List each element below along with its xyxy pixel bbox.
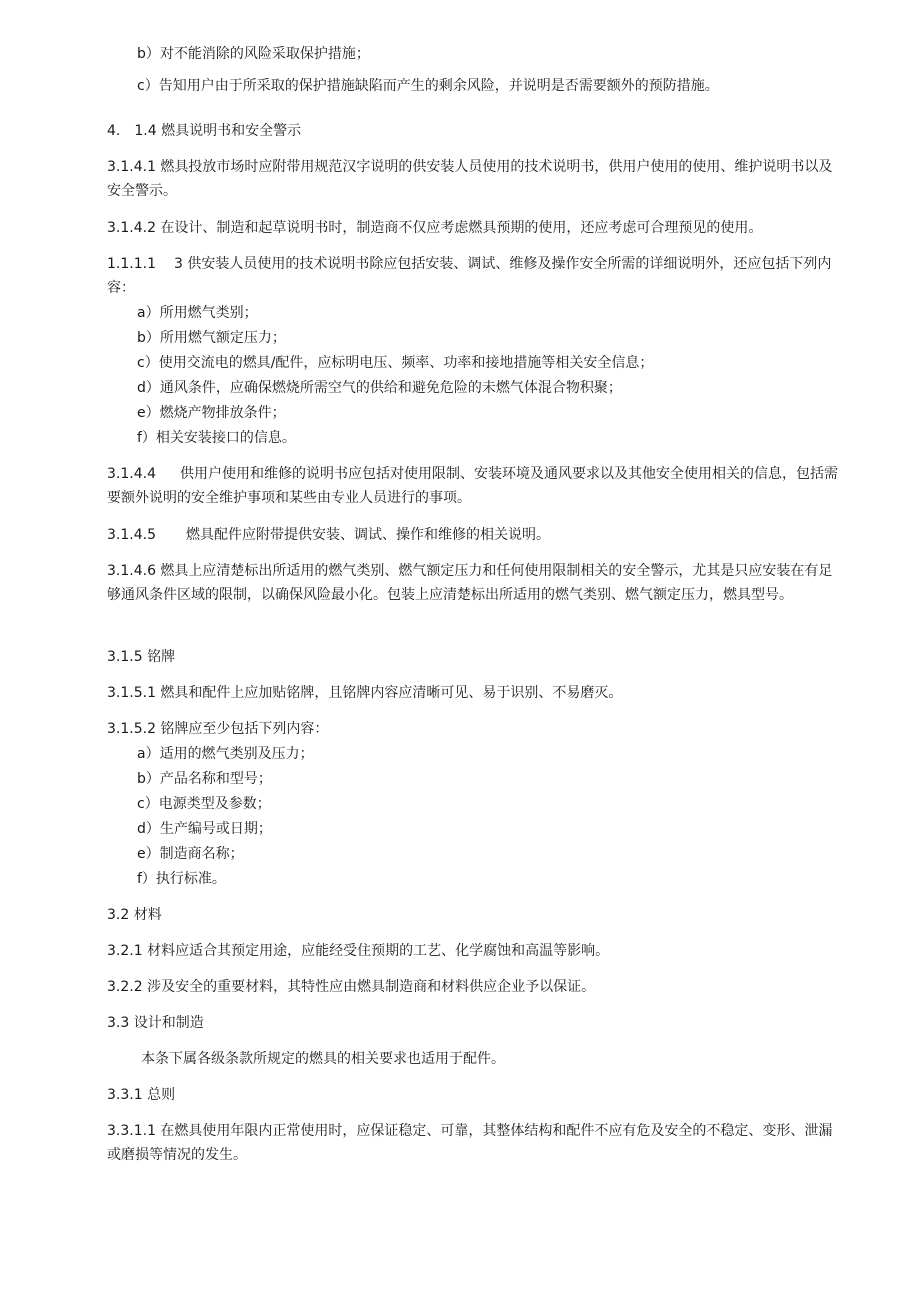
list-item: e）燃烧产物排放条件； [137, 405, 286, 421]
section-heading-3-3-1: 3.3.1 总则 [107, 1087, 176, 1103]
paragraph-1-1-1-1 [107, 252, 842, 300]
list-item: a）适用的燃气类别及压力； [137, 746, 314, 762]
list-item: f）相关安装接口的信息。 [137, 430, 296, 446]
paragraph-3-1-4-1: 3.1.4.1 燃具投放市场时应附带用规范汉字说明的供安装人员使用的技术说明书，供用户使用的使用、维护说明书以及安全警示。 [107, 159, 833, 199]
paragraph-3-1-5-1: 3.1.5.1 燃具和配件上应加贴铭牌，且铭牌内容应清晰可见、易于识别、不易磨灭。 [107, 685, 623, 701]
clause-number: 1.1.1.1 [107, 256, 156, 272]
paragraph-3-1-4-6: 3.1.4.6 燃具上应清楚标出所适用的燃气类别、燃气额定压力和任何使用限制相关的安全警示，尤其是只应安装在有足够通风条件区域的限制，以确保风险最小化。包装上应清楚标出所适用的燃气类别、燃气额定压力，燃具型号。 [107, 563, 833, 603]
section-heading [107, 119, 842, 143]
list-item: f）执行标准。 [137, 871, 226, 887]
clause-text: 燃具配件应附带提供安装、调试、操作和维修的相关说明。 [185, 527, 550, 543]
section-heading-3-2: 3.2 材料 [107, 907, 162, 923]
heading-text: 1.4 燃具说明书和安全警示 [134, 123, 302, 139]
heading-number: 4. [107, 123, 121, 139]
list-item: c）电源类型及参数； [137, 796, 271, 812]
paragraph-3-2-2: 3.2.2 涉及安全的重要材料，其特性应由燃具制造商和材料供应企业予以保证。 [107, 979, 596, 995]
list-item: e）制造商名称； [137, 846, 244, 862]
clause-text: 供用户使用和维修的说明书应包括对使用限制、安装环境及通风要求以及其他安全使用相关的信息，包括需要额外说明的安全维护事项和某些由专业人员进行的事项。 [107, 466, 838, 506]
list-item: d）通风条件，应确保燃烧所需空气的供给和避免危险的未燃气体混合物积聚； [137, 380, 622, 396]
list-item: c）使用交流电的燃具/配件，应标明电压、频率、功率和接地措施等相关安全信息； [137, 355, 654, 371]
paragraph-3-1-4-5 [107, 523, 842, 547]
section-heading-3-3: 3.3 设计和制造 [107, 1015, 204, 1031]
paragraph-3-1-5-2: 3.1.5.2 铭牌应至少包括下列内容： [107, 721, 329, 737]
list-item: b）对不能消除的风险采取保护措施； [137, 46, 370, 62]
list-item: d）生产编号或日期； [137, 821, 272, 837]
paragraph-3-3-1-1: 3.3.1.1 在燃具使用年限内正常使用时，应保证稳定、可靠，其整体结构和配件不应有危及安全的不稳定、变形、泄漏或磨损等情况的发生。 [107, 1123, 833, 1163]
clause-text: 3 供安装人员使用的技术说明书除应包括安装、调试、维修及操作安全所需的详细说明外，还应包括下列内容： [107, 256, 832, 296]
intro-paragraph: 本条下属各级条款所规定的燃具的相关要求也适用于配件。 [141, 1051, 505, 1067]
list-item: b）产品名称和型号； [137, 771, 272, 787]
section-heading-3-1-5: 3.1.5 铭牌 [107, 649, 176, 665]
list-item: a）所用燃气类别； [137, 305, 258, 321]
paragraph-3-1-4-4 [107, 462, 842, 510]
paragraph-3-2-1: 3.2.1 材料应适合其预定用途，应能经受住预期的工艺、化学腐蚀和高温等影响。 [107, 943, 610, 959]
paragraph-3-1-4-2: 3.1.4.2 在设计、制造和起草说明书时，制造商不仅应考虑燃具预期的使用，还应考虑可合理预见的使用。 [107, 220, 763, 236]
clause-number: 3.1.4.5 [107, 527, 156, 543]
clause-number: 3.1.4.4 [107, 466, 156, 482]
list-item: c）告知用户由于所采取的保护措施缺陷而产生的剩余风险，并说明是否需要额外的预防措施。 [137, 78, 719, 94]
list-item: b）所用燃气额定压力； [137, 330, 286, 346]
